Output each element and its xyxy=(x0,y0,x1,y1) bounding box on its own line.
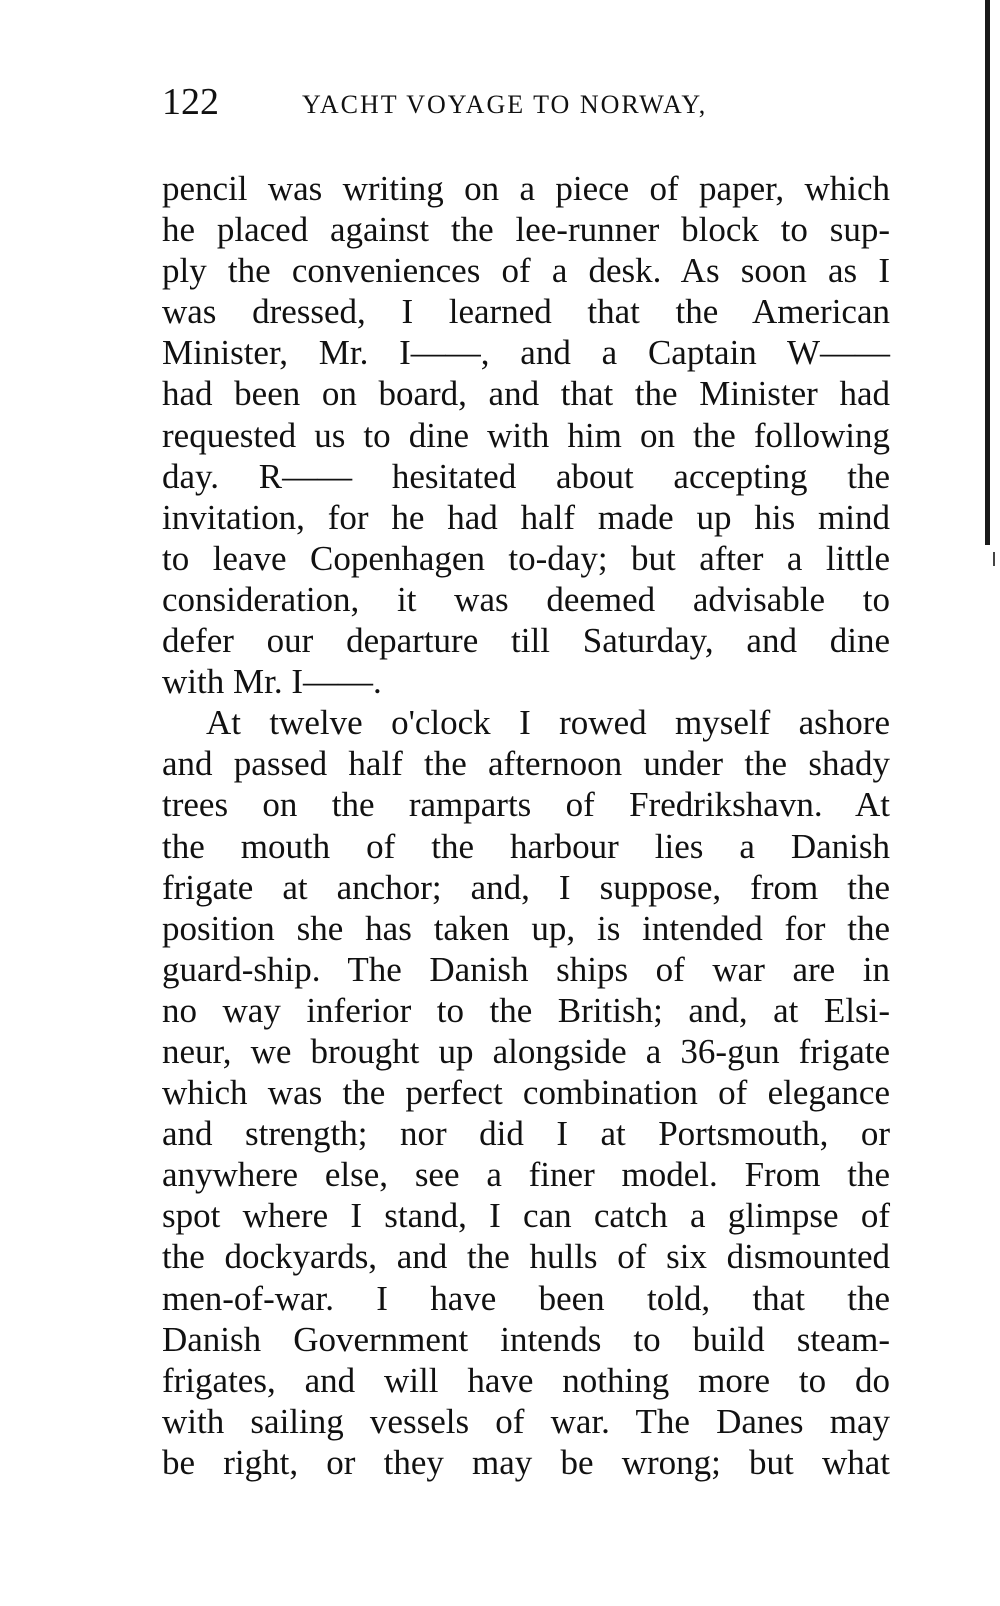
text-line: be right, or they may be wrong; but what xyxy=(162,1442,890,1482)
text-line: position she has taken up, is intended for the xyxy=(162,908,890,948)
page-header xyxy=(162,80,902,130)
text-line: anywhere else, see a finer model. From the xyxy=(162,1155,890,1195)
text-line: frigate at anchor; and, I suppose, from the xyxy=(162,867,890,907)
text-line: which was the perfect combination of elegance xyxy=(162,1073,890,1113)
text-line: he placed against the lee-runner block to sup- xyxy=(162,210,890,250)
text-line: ply the conveniences of a desk. As soon as I xyxy=(162,251,890,291)
text-line: requested us to dine with him on the following xyxy=(162,415,890,455)
text-line: men-of-war. I have been told, that the xyxy=(162,1278,890,1318)
text-line: neur, we brought up alongside a 36-gun frigate xyxy=(162,1031,890,1071)
body-text xyxy=(162,168,890,1483)
page-edge-mark xyxy=(993,552,995,566)
text-line: guard-ship. The Danish ships of war are in xyxy=(162,949,890,989)
text-line: and passed half the afternoon under the shady xyxy=(162,744,890,784)
text-line: day. R—— hesitated about accepting the xyxy=(162,456,890,496)
page-edge-rule xyxy=(985,0,990,545)
text-line: and strength; nor did I at Portsmouth, or xyxy=(162,1114,890,1154)
running-head: YACHT VOYAGE TO NORWAY, xyxy=(302,90,708,119)
text-line: frigates, and will have nothing more to do xyxy=(162,1360,890,1400)
text-line: trees on the ramparts of Fredrikshavn. At xyxy=(162,785,890,825)
text-line: spot where I stand, I can catch a glimpse of xyxy=(162,1196,890,1236)
text-line: At twelve o'clock I rowed myself ashore xyxy=(206,703,890,743)
text-line: to leave Copenhagen to-day; but after a little xyxy=(162,538,890,578)
text-line: with sailing vessels of war. The Danes may xyxy=(162,1401,890,1441)
text-line: invitation, for he had half made up his mind xyxy=(162,497,890,537)
text-line: consideration, it was deemed advisable to xyxy=(162,579,890,619)
text-line: defer our departure till Saturday, and dine xyxy=(162,621,890,661)
text-line: had been on board, and that the Minister had xyxy=(162,374,890,414)
text-line: was dressed, I learned that the American xyxy=(162,292,890,332)
text-line: pencil was writing on a piece of paper, which xyxy=(162,169,890,208)
text-line: Danish Government intends to build steam- xyxy=(162,1319,890,1359)
text-line: the dockyards, and the hulls of six dismounted xyxy=(162,1237,890,1277)
text-line: the mouth of the harbour lies a Danish xyxy=(162,826,890,866)
text-line: Minister, Mr. I——, and a Captain W—— xyxy=(162,333,890,373)
text-line: with Mr. I——. xyxy=(162,662,382,702)
text-line: no way inferior to the British; and, at Elsi- xyxy=(162,990,890,1030)
page-number: 122 xyxy=(162,81,219,123)
